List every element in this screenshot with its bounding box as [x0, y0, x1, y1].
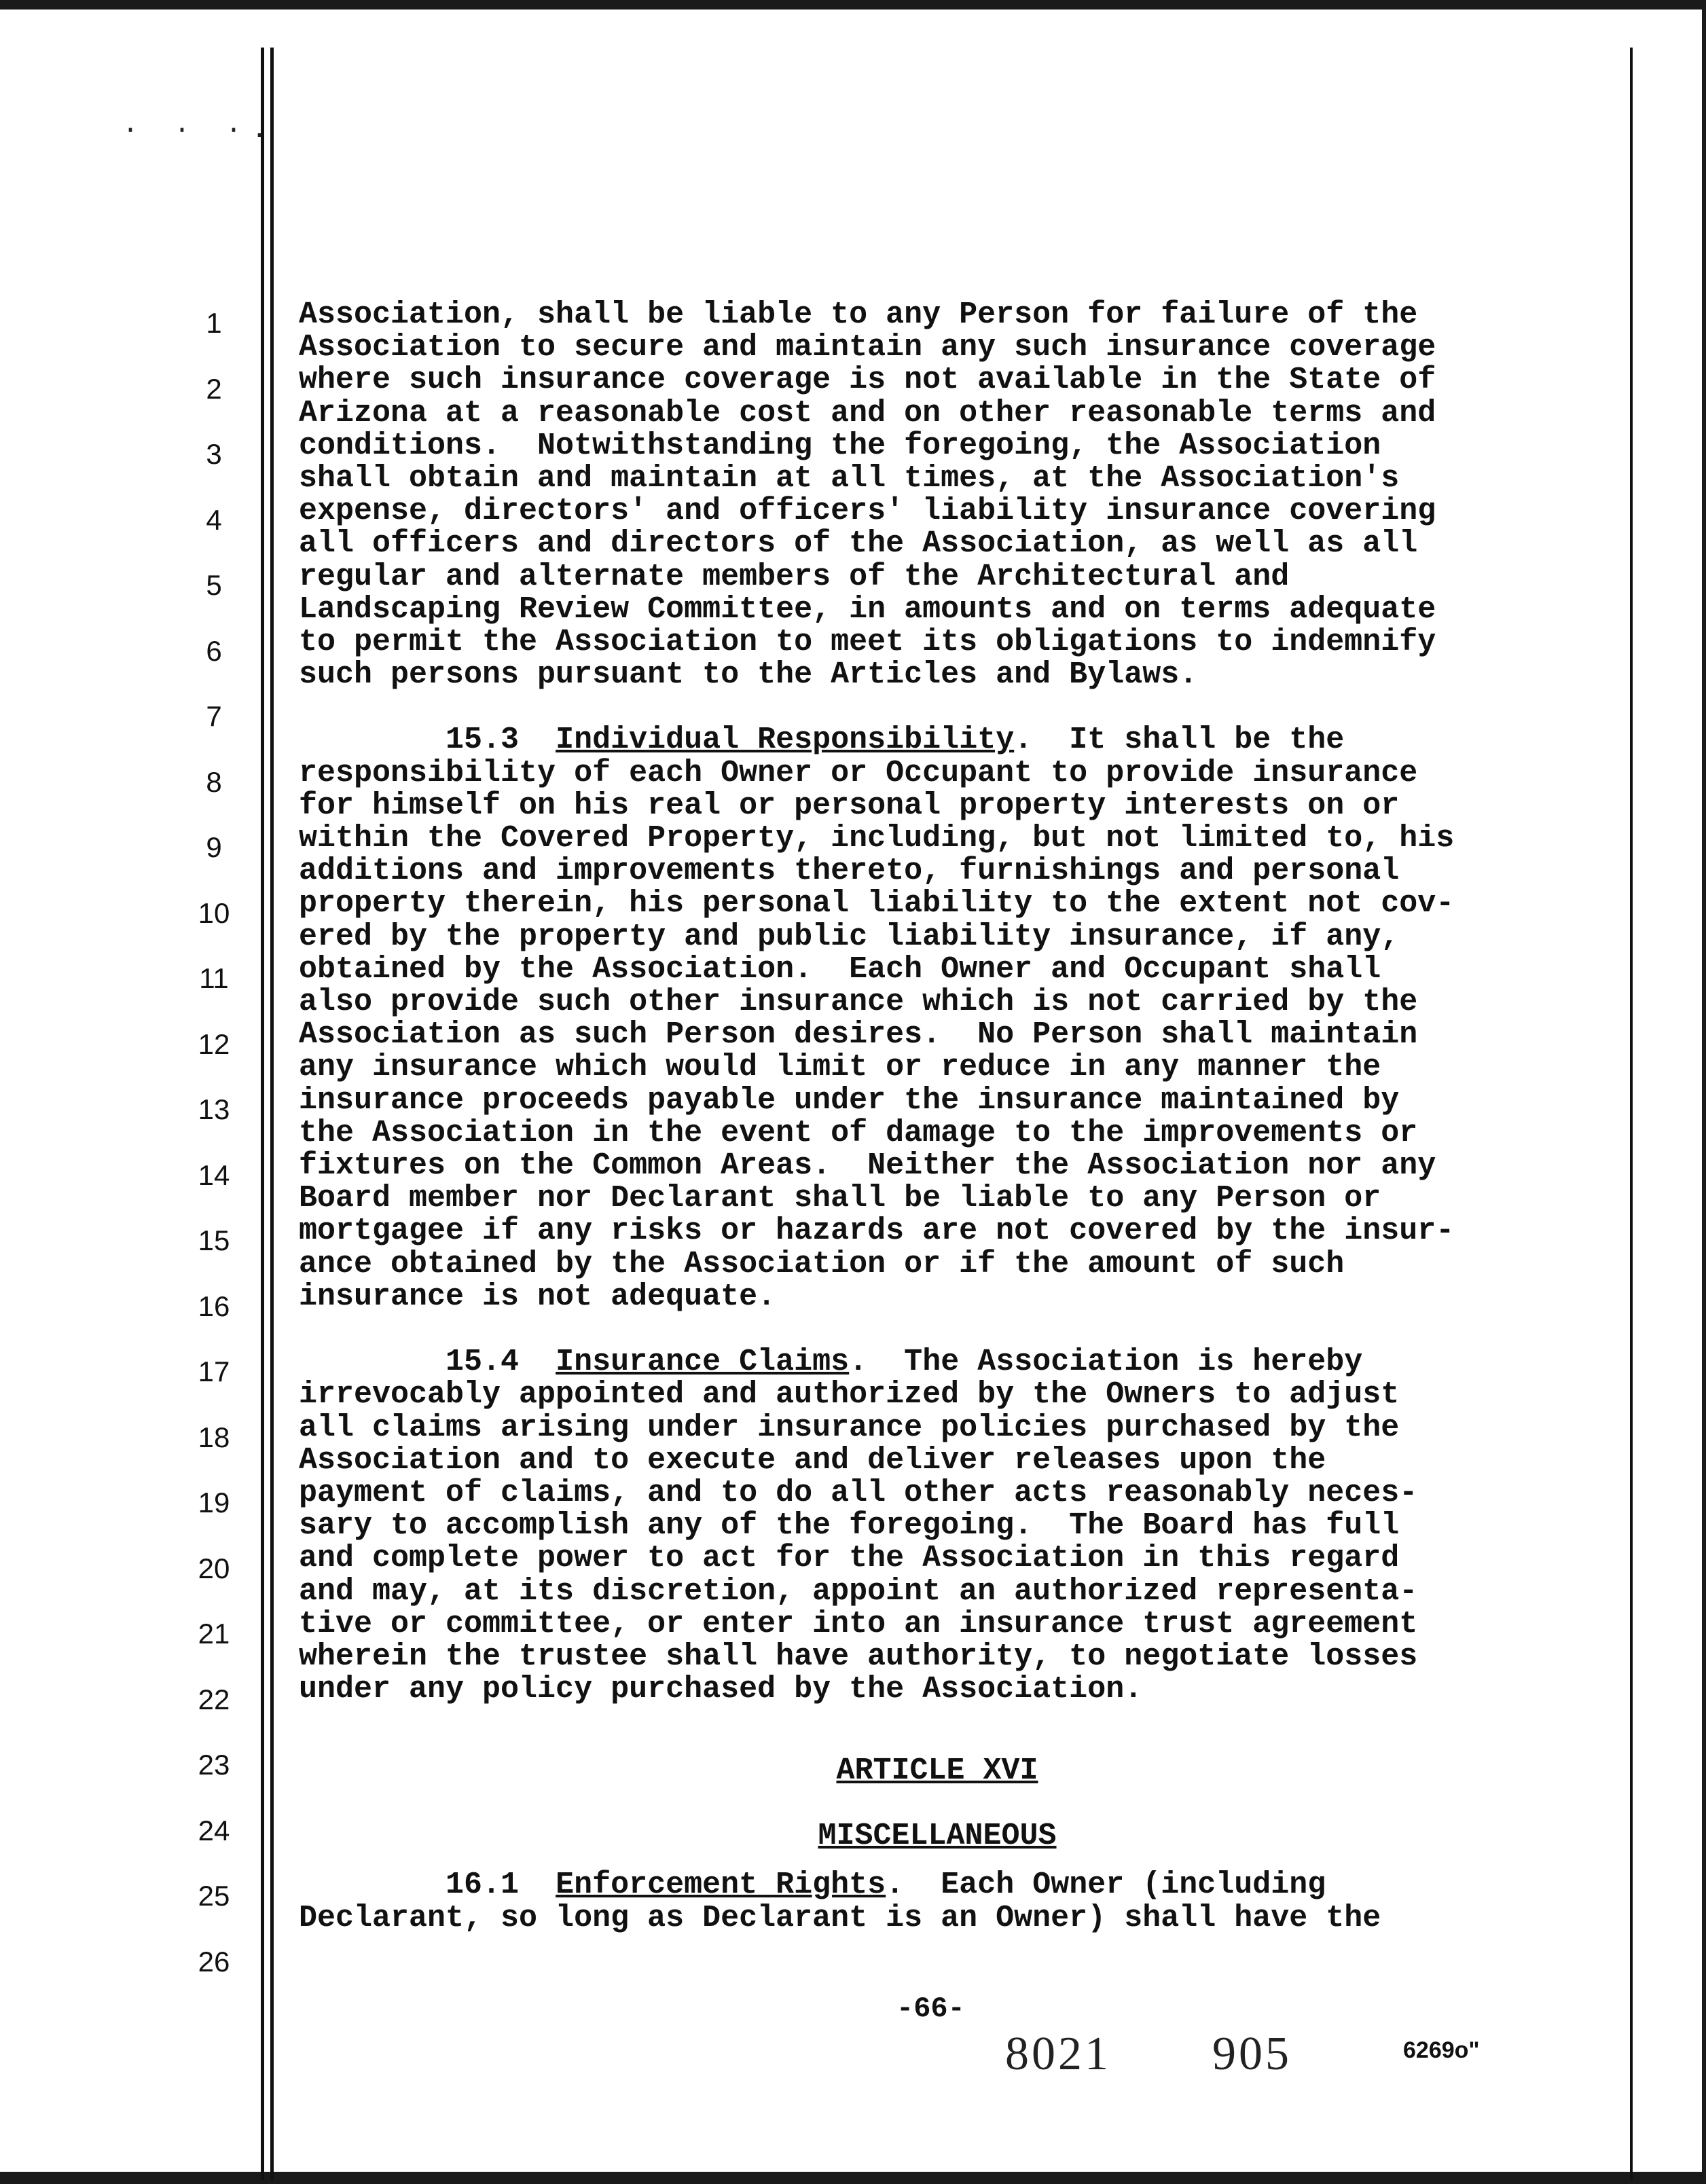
scan-edge-right: [1702, 0, 1706, 2184]
left-margin-rule-outer: [261, 48, 264, 2180]
section-number: 15.3: [446, 723, 520, 758]
text-line: Arizona at a reasonable cost and on other reasonable terms and: [299, 395, 1436, 431]
text-line: Association as such Person desires. No Person shall maintain: [299, 1017, 1418, 1053]
text-line: such persons pursuant to the Articles and Bylaws.: [299, 657, 1198, 693]
scan-artifact-dots: · · ·.: [122, 115, 278, 146]
document-code: 6269o": [1403, 2037, 1480, 2063]
line-number: 16: [198, 1290, 230, 1322]
section-15-3-first-line: 15.3 Individual Responsibility. It shall be the: [446, 723, 1345, 758]
text-line: shall obtain and maintain at all times, at the Association's: [299, 461, 1400, 496]
line-number: 25: [198, 1880, 230, 1912]
text-line: Association, shall be liable to any Person for failure of the: [299, 297, 1418, 332]
section-number: 16.1: [446, 1868, 520, 1903]
left-margin-rule-inner: [270, 48, 274, 2180]
text-line: and complete power to act for the Association in this regard: [299, 1541, 1400, 1576]
text-line: insurance proceeds payable under the insurance maintained by: [299, 1082, 1400, 1118]
line-number: 24: [198, 1814, 230, 1846]
line-number: 1: [206, 307, 222, 339]
line-number: 17: [198, 1355, 230, 1387]
line-number: 5: [206, 569, 222, 601]
text-line: where such insurance coverage is not available in the State of: [299, 363, 1436, 398]
line-number: 26: [198, 1945, 230, 1978]
text-line: expense, directors' and officers' liability insurance covering: [299, 494, 1436, 529]
section-number: 15.4: [446, 1345, 520, 1380]
section-16-1: [299, 1869, 1576, 1934]
line-number: 19: [198, 1487, 230, 1518]
text-line: all officers and directors of the Association, as well as all: [299, 526, 1418, 562]
line-number: 3: [206, 438, 222, 470]
text-line: all claims arising under insurance policies purchased by the: [299, 1410, 1400, 1445]
text-line: any insurance which would limit or reduce in any manner the: [299, 1050, 1381, 1085]
text-line: wherein the trustee shall have authority, to negotiate losses: [299, 1639, 1418, 1674]
text-line: the Association in the event of damage to the improvements or: [299, 1115, 1418, 1150]
recording-stamp-page: 905: [1212, 2028, 1292, 2080]
text-line: obtained by the Association. Each Owner and Occupant shall: [299, 951, 1381, 987]
section-title: Enforcement Rights: [556, 1868, 886, 1903]
line-number: 4: [206, 503, 222, 536]
text-line: within the Covered Property, including, but not limited to, his: [299, 821, 1455, 856]
paragraph-insurance-liability: [299, 299, 1576, 691]
line-number: 21: [198, 1618, 230, 1650]
text-line: conditions. Notwithstanding the foregoing, the Association: [299, 428, 1381, 463]
text-line: tive or committee, or enter into an insurance trust agreement: [299, 1606, 1418, 1641]
text-line: payment of claims, and to do all other acts reasonably neces-: [299, 1475, 1418, 1510]
text-line: mortgagee if any risks or hazards are not covered by the insur-: [299, 1214, 1455, 1249]
text-line: property therein, his personal liability to the extent not cov-: [299, 886, 1455, 922]
text-line: Landscaping Review Committee, in amounts and on terms adequate: [299, 592, 1436, 627]
text-line: insurance is not adequate.: [299, 1279, 776, 1314]
scan-edge-top: [0, 0, 1706, 10]
text-line: also provide such other insurance which is not carried by the: [299, 985, 1418, 1020]
text-line: irrevocably appointed and authorized by the Owners to adjust: [299, 1377, 1400, 1413]
line-number: 18: [198, 1421, 230, 1453]
line-number: 15: [198, 1224, 230, 1256]
text-line: Association to secure and maintain any such insurance coverage: [299, 330, 1436, 365]
article-heading: ARTICLE XVI: [836, 1753, 1038, 1789]
text-line: Association and to execute and deliver releases upon the: [299, 1442, 1326, 1478]
text-line: and may, at its discretion, appoint an authorized representa-: [299, 1573, 1418, 1609]
section-title: Individual Responsibility: [556, 723, 1015, 758]
text-line: additions and improvements thereto, furnishings and personal: [299, 854, 1400, 889]
section-16-1-first-line: 16.1 Enforcement Rights. Each Owner (including: [446, 1868, 1326, 1903]
text-line: fixtures on the Common Areas. Neither the Association nor any: [299, 1148, 1436, 1184]
line-number: 2: [206, 372, 222, 405]
recording-stamp-book: 8021: [1005, 2028, 1111, 2080]
document-body: [299, 299, 1576, 1935]
line-number: 7: [206, 700, 222, 732]
line-number: 8: [206, 765, 222, 798]
text-line: under any policy purchased by the Association.: [299, 1672, 1143, 1707]
page-number: -66-: [896, 1992, 965, 2025]
line-number: 23: [198, 1749, 230, 1781]
text-line: sary to accomplish any of the foregoing. The Board has full: [299, 1508, 1400, 1544]
text-line: ered by the property and public liability insurance, if any,: [299, 919, 1400, 954]
article-subheading: MISCELLANEOUS: [818, 1819, 1057, 1854]
text-line: responsibility of each Owner or Occupant to provide insurance: [299, 755, 1418, 790]
text-line: for himself on his real or personal property interests on or: [299, 788, 1400, 823]
line-number: 20: [198, 1552, 230, 1584]
text-line: ance obtained by the Association or if the amount of such: [299, 1246, 1345, 1281]
line-number: 22: [198, 1683, 230, 1715]
section-title: Insurance Claims: [556, 1345, 850, 1380]
line-number: 9: [206, 831, 222, 863]
section-15-4: [299, 1346, 1576, 1706]
text-line: Declarant, so long as Declarant is an Owner) shall have the: [299, 1900, 1381, 1935]
line-number: 11: [199, 962, 229, 994]
right-margin-rule: [1630, 48, 1633, 2180]
line-number: 12: [198, 1027, 230, 1060]
scan-edge-bottom: [0, 2172, 1706, 2184]
section-15-4-first-line: 15.4 Insurance Claims. The Association is hereby: [446, 1345, 1363, 1380]
line-number: 10: [198, 896, 230, 929]
section-15-3: [299, 724, 1576, 1313]
text-line: regular and alternate members of the Architectural and: [299, 559, 1290, 594]
line-number: 14: [198, 1159, 230, 1191]
text-line: Board member nor Declarant shall be liable to any Person or: [299, 1181, 1381, 1216]
line-number: 13: [198, 1093, 230, 1125]
text-line: to permit the Association to meet its obligations to indemnify: [299, 625, 1436, 660]
line-number: 6: [206, 634, 222, 667]
